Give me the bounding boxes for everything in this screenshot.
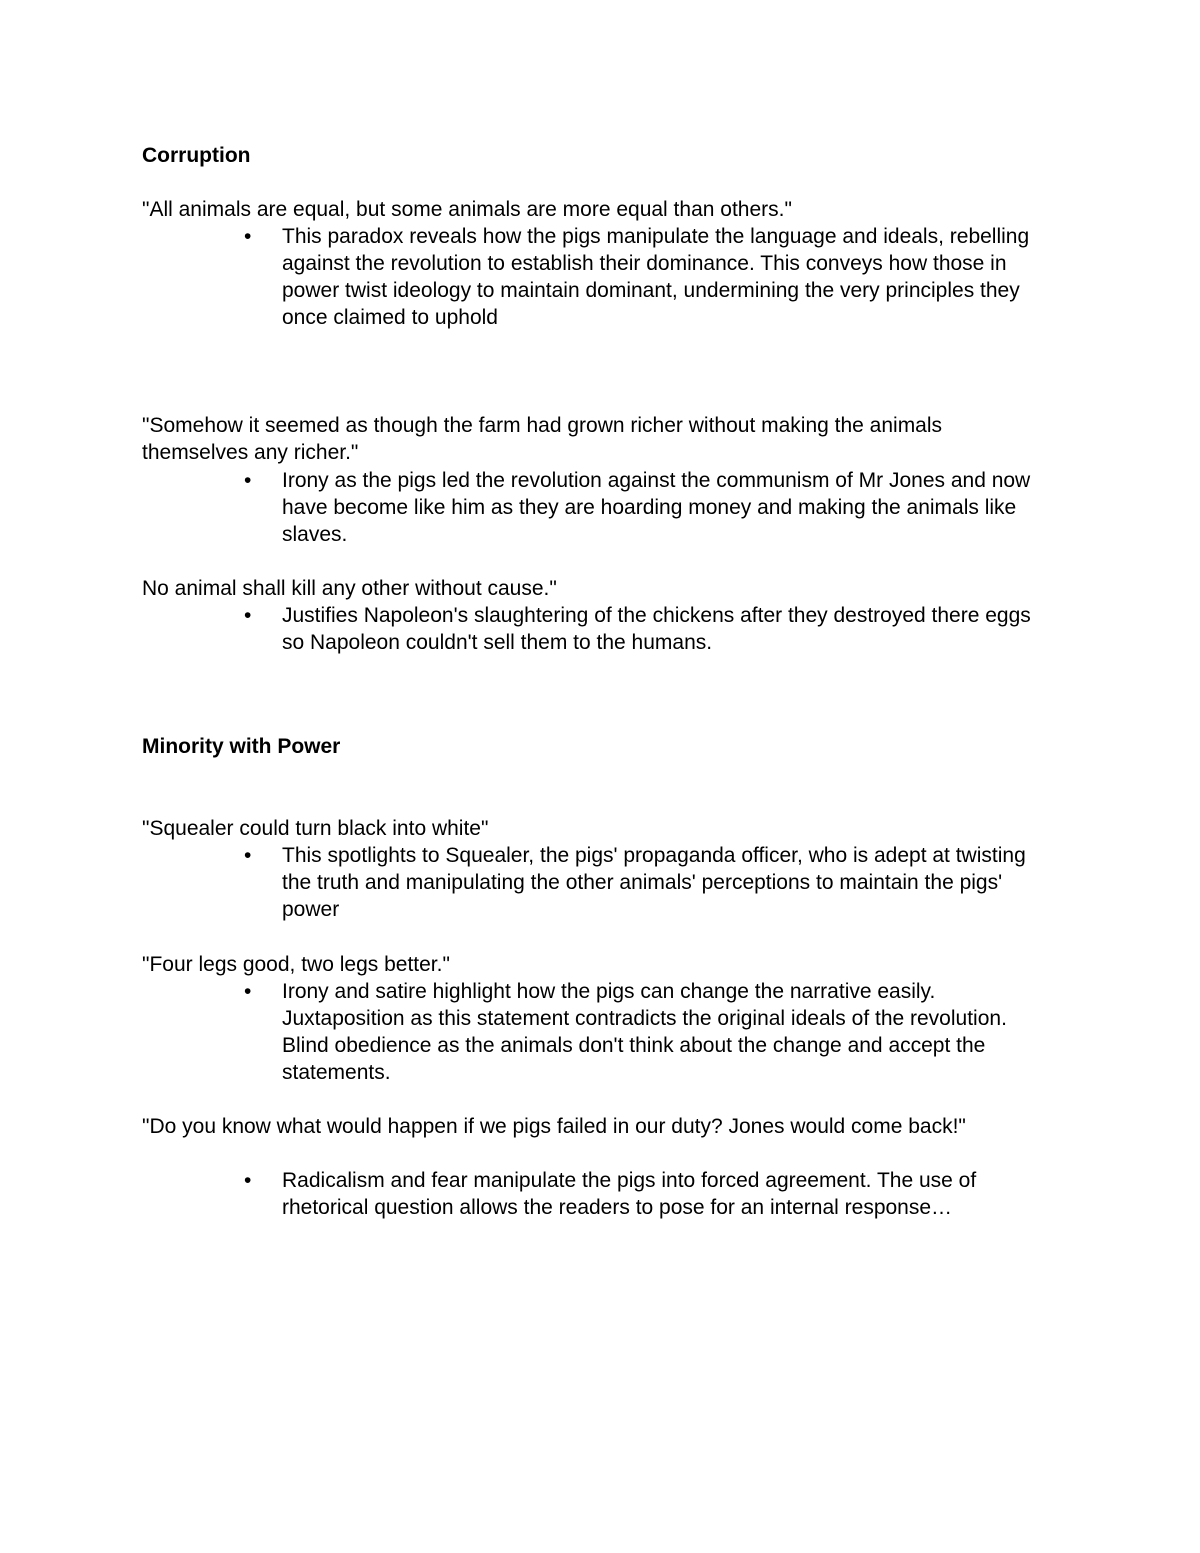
bullet-icon: • <box>244 980 252 1003</box>
bullet-item <box>244 842 1044 923</box>
bullet-icon: • <box>244 604 252 627</box>
quote-text: "Somehow it seemed as though the farm had grown richer without making the animals themselves any richer." <box>142 414 943 464</box>
quote-text: "Four legs good, two legs better." <box>142 953 450 976</box>
quote-text: "Do you know what would happen if we pigs failed in our duty? Jones would come back!" <box>142 1115 966 1138</box>
quote-text: No animal shall kill any other without cause." <box>142 577 557 600</box>
bullet-item <box>244 602 1044 656</box>
bullet-item <box>244 1167 1044 1221</box>
quote-text: "All animals are equal, but some animals are more equal than others." <box>142 198 792 221</box>
bullet-text: Irony and satire highlight how the pigs can change the narrative easily. Juxtaposition as this statement contradicts the original ideals of the revolution. Blind obedience as the animals don't think about the change and accept the statements. <box>282 980 1007 1084</box>
section-heading-corruption: Corruption <box>142 144 251 167</box>
bullet-item <box>244 978 1044 1086</box>
quote-text: "Squealer could turn black into white" <box>142 817 489 840</box>
bullet-text: This spotlights to Squealer, the pigs' propaganda officer, who is adept at twisting the truth and manipulating the other animals' perceptions to maintain the pigs' power <box>282 844 1026 921</box>
bullet-item <box>244 223 1056 331</box>
bullet-text: This paradox reveals how the pigs manipulate the language and ideals, rebelling against the revolution to establish their dominance. This conveys how those in power twist ideology to maintain dominant, undermining the very principles they once claimed to uphold <box>282 225 1030 329</box>
bullet-icon: • <box>244 225 252 248</box>
bullet-text: Justifies Napoleon's slaughtering of the chickens after they destroyed there eggs so Napoleon couldn't sell them to the humans. <box>282 604 1031 654</box>
bullet-icon: • <box>244 469 252 492</box>
section-heading-minority-with-power: Minority with Power <box>142 735 341 758</box>
bullet-text: Radicalism and fear manipulate the pigs into forced agreement. The use of rhetorical question allows the readers to pose for an internal response… <box>282 1169 977 1219</box>
bullet-icon: • <box>244 844 252 867</box>
bullet-icon: • <box>244 1169 252 1192</box>
bullet-item <box>244 467 1044 548</box>
bullet-text: Irony as the pigs led the revolution against the communism of Mr Jones and now have become like him as they are hoarding money and making the animals like slaves. <box>282 469 1031 546</box>
